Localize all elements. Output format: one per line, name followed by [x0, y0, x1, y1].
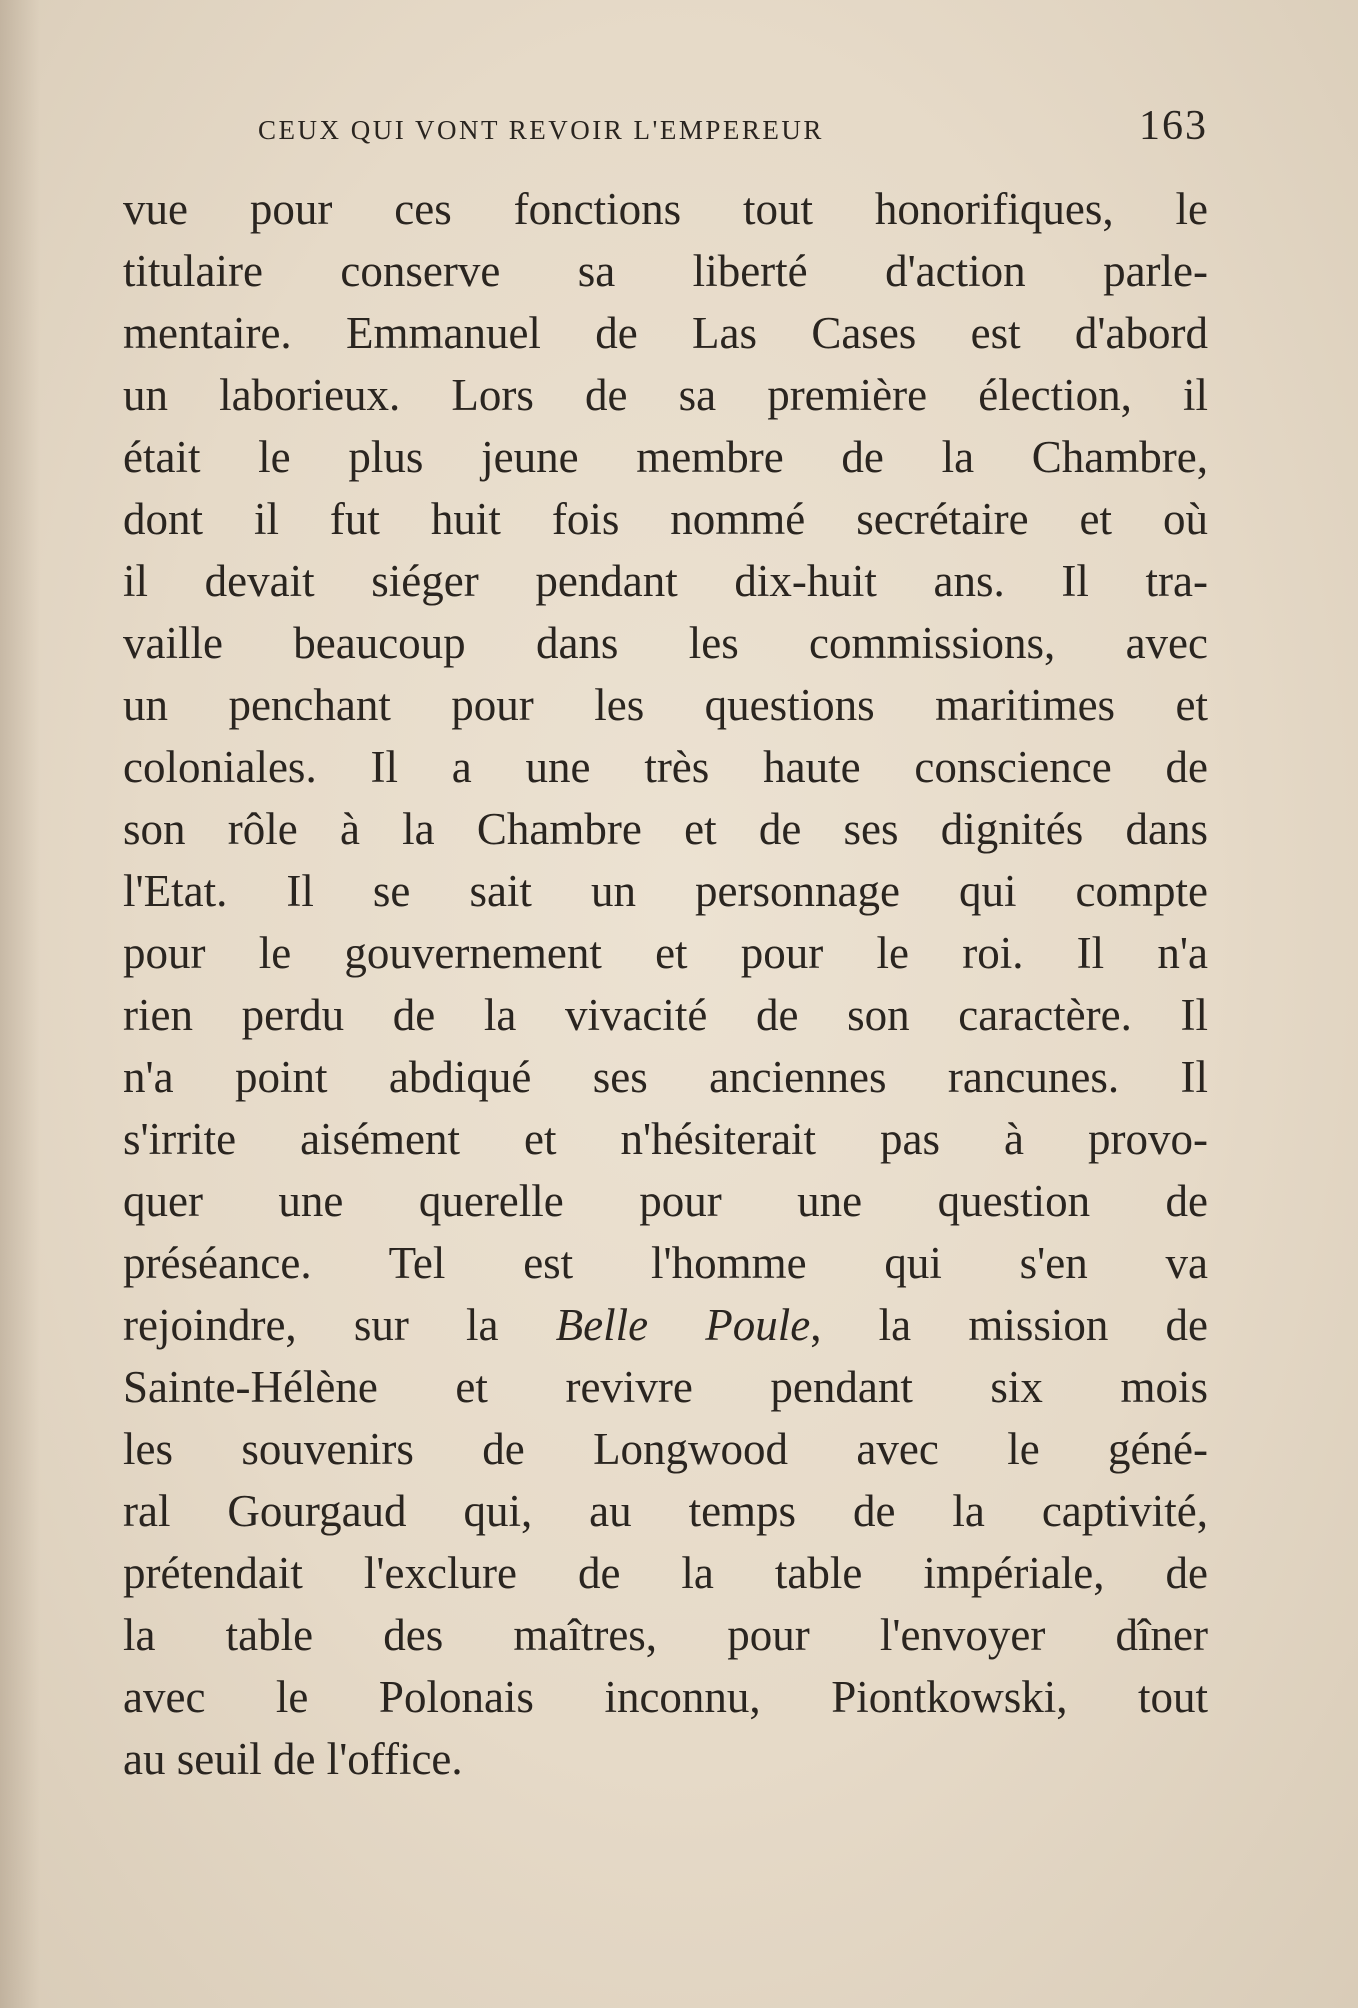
text-line: s'irrite aisément et n'hésiterait pas à provo- — [123, 1114, 1208, 1164]
text-line: pour le gouvernement et pour le roi. Il n'a — [123, 928, 1208, 978]
text-line: un laborieux. Lors de sa première élection, il — [123, 370, 1208, 420]
text-line: n'a point abdiqué ses anciennes rancunes. Il — [123, 1052, 1208, 1102]
body-text — [123, 178, 1208, 1790]
running-head — [258, 102, 1208, 152]
text-line: ral Gourgaud qui, au temps de la captivité, — [123, 1486, 1208, 1536]
text-line: préséance. Tel est l'homme qui s'en va — [123, 1238, 1208, 1288]
text-line: titulaire conserve sa liberté d'action parle- — [123, 246, 1208, 296]
page-number: 163 — [1139, 103, 1208, 149]
text-line: prétendait l'exclure de la table impériale, de — [123, 1548, 1208, 1598]
text-line: un penchant pour les questions maritimes et — [123, 680, 1208, 730]
italic-ship-name: Belle Poule — [555, 1300, 811, 1350]
spine-shadow — [0, 0, 40, 2008]
text-line: quer une querelle pour une question de — [123, 1176, 1208, 1226]
text-line-with-italic — [123, 1294, 1208, 1356]
text-line: coloniales. Il a une très haute conscience de — [123, 742, 1208, 792]
text-line: les souvenirs de Longwood avec le géné- — [123, 1424, 1208, 1474]
text-segment: rejoindre, sur la — [123, 1300, 499, 1350]
text-line: était le plus jeune membre de la Chambre, — [123, 432, 1208, 482]
text-line: vaille beaucoup dans les commissions, avec — [123, 618, 1208, 668]
text-line: il devait siéger pendant dix-huit ans. Il tra- — [123, 556, 1208, 606]
text-line: son rôle à la Chambre et de ses dignités dans — [123, 804, 1208, 854]
text-line: rien perdu de la vivacité de son caractère. Il — [123, 990, 1208, 1040]
text-line-last: au seuil de l'office. — [123, 1734, 463, 1784]
text-line: Sainte-Hélène et revivre pendant six mois — [123, 1362, 1208, 1412]
text-line: vue pour ces fonctions tout honorifiques, le — [123, 184, 1208, 234]
text-line: avec le Polonais inconnu, Piontkowski, tout — [123, 1672, 1208, 1722]
text-line: mentaire. Emmanuel de Las Cases est d'abord — [123, 308, 1208, 358]
running-title: CEUX QUI VONT REVOIR L'EMPEREUR — [258, 115, 824, 145]
text-line: dont il fut huit fois nommé secrétaire et où — [123, 494, 1208, 544]
text-line: l'Etat. Il se sait un personnage qui compte — [123, 866, 1208, 916]
text-segment: , la mission de — [810, 1300, 1208, 1350]
text-line: la table des maîtres, pour l'envoyer dîner — [123, 1610, 1208, 1660]
